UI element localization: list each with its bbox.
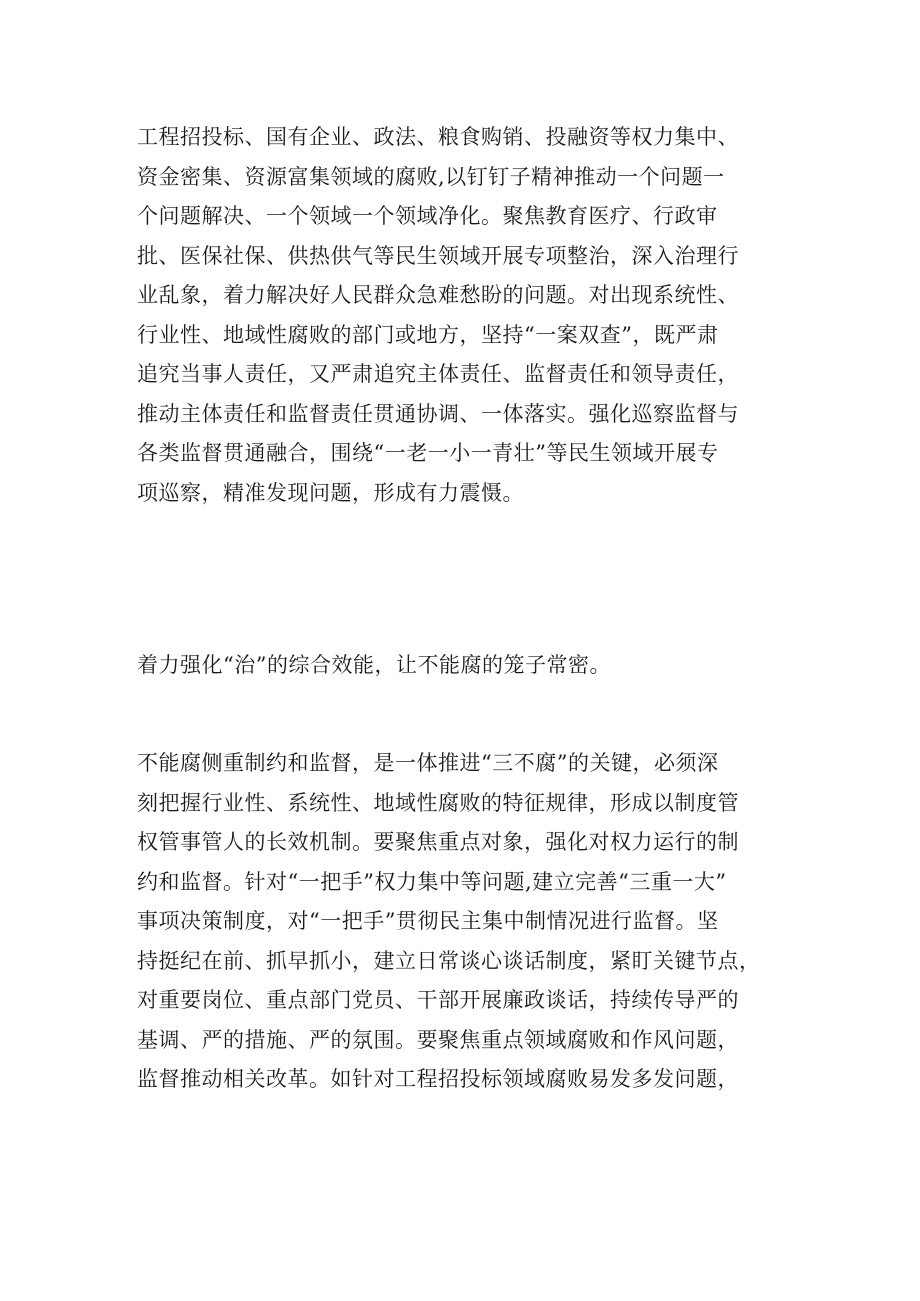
- paragraph-2: [137, 744, 817, 1100]
- text-line: 不能腐侧重制约和监督，是一体推进“三不腐”的关键，必须深: [137, 751, 719, 775]
- text-line: 批、医保社保、供热供气等民生领域开展专项整治，深入治理行: [137, 243, 739, 268]
- text-line: 资金密集、资源富集领域的腐败,以钉钉子精神推动一个问题一: [137, 164, 725, 189]
- section-heading: [137, 646, 817, 686]
- heading-line: 着力强化“治”的综合效能，让不能腐的笼子常密。: [137, 653, 611, 677]
- text-line: 基调、严的措施、严的氛围。要聚焦重点领域腐败和作风问题，: [137, 1027, 739, 1052]
- text-line: 项巡察，精准发现问题，形成有力震慑。: [137, 480, 524, 505]
- text-line: 约和监督。针对“一把手”权力集中等问题,建立完善“三重一大”: [137, 869, 727, 894]
- text-line: 行业性、地域性腐败的部门或地方，坚持“一案双查”，既严肃: [137, 322, 719, 347]
- text-line: 刻把握行业性、系统性、地域性腐败的特征规律，形成以制度管: [137, 790, 739, 815]
- paragraph-1: [137, 118, 817, 513]
- text-line: 各类监督贯通融合，围绕“一老一小一青壮”等民生领域开展专: [137, 441, 719, 465]
- text-line: 业乱象，着力解决好人民群众急难愁盼的问题。对出现系统性、: [137, 283, 739, 307]
- text-line: 推动主体责任和监督责任贯通协调、一体落实。强化巡察监督与: [137, 401, 739, 426]
- text-line: 工程招投标、国有企业、政法、粮食购销、投融资等权力集中、: [137, 125, 739, 149]
- text-line: 追究当事人责任，又严肃追究主体责任、监督责任和领导责任，: [137, 362, 739, 386]
- text-line: 事项决策制度，对“一把手”贯彻民主集中制情况进行监督。坚: [137, 909, 719, 933]
- text-line: 权管事管人的长效机制。要聚焦重点对象，强化对权力运行的制: [137, 830, 739, 854]
- text-line: 对重要岗位、重点部门党员、干部开展廉政谈话，持续传导严的: [137, 988, 739, 1012]
- text-line: 监督推动相关改革。如针对工程招投标领域腐败易发多发问题，: [137, 1067, 739, 1091]
- text-line: 个问题解决、一个领域一个领域净化。聚焦教育医疗、行政审: [137, 204, 718, 228]
- text-line: 持挺纪在前、抓早抓小，建立日常谈心谈话制度，紧盯关键节点，: [137, 948, 761, 973]
